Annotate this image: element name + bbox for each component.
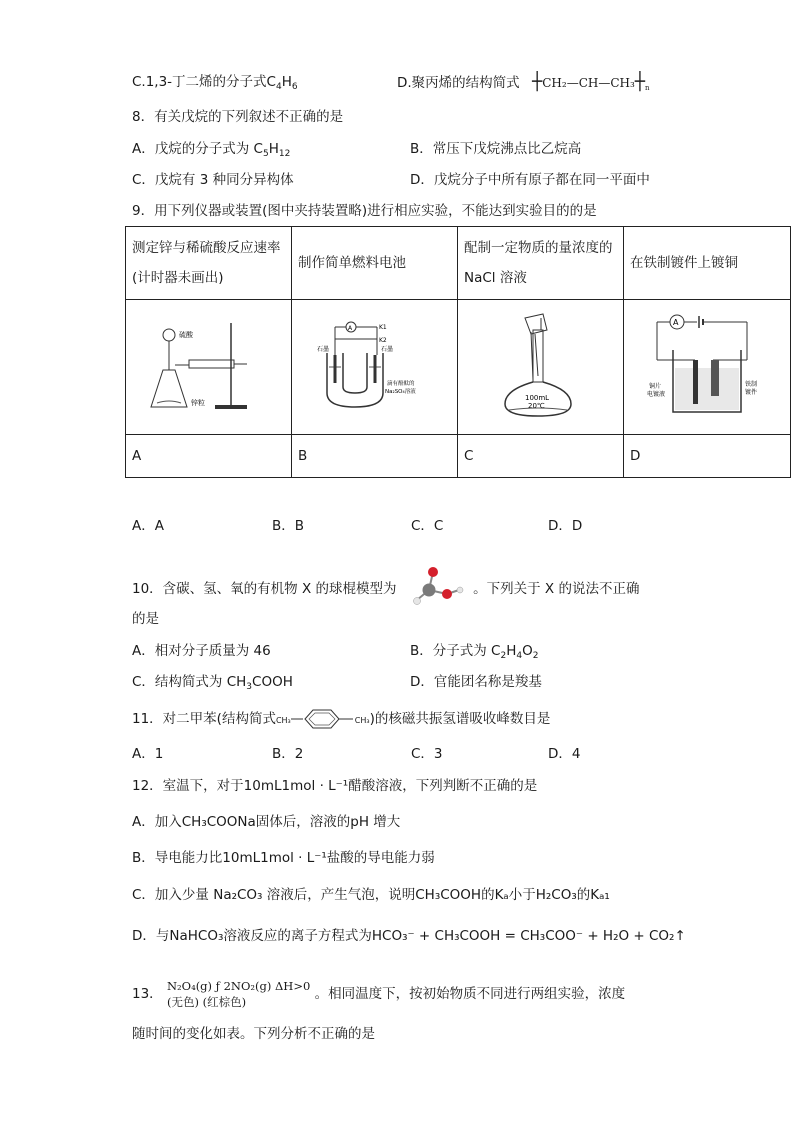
q8-option-a: A．戊烷的分子式为 $C_5H_{12}$ [132,141,291,159]
q9-option-a: A．A [132,518,164,534]
svg-text:100mL: 100mL [524,394,549,402]
svg-text:20℃: 20℃ [527,402,545,410]
svg-text:石墨: 石墨 [316,346,329,353]
figure-a-cell [126,300,292,435]
q10-stem-continued: 的是 [132,611,159,627]
q11-option-d: D．4 [548,746,581,762]
svg-text:铜片: 铜片 [649,383,662,390]
q12-option-a: A．加入CH₃COONa固体后，溶液的pH 增大 [132,814,401,830]
svg-text:滴有酚酞的: 滴有酚酞的 [386,381,415,387]
q11-option-b: B．2 [272,746,304,762]
table-letter-cell: A [126,435,292,478]
polypropylene-formula: $┼CH_2—CH—CH_3┼_n$ [531,72,650,92]
svg-text:电镀液: 电镀液 [647,391,666,398]
table-header-cell: 制作简单燃料电池 [292,227,458,300]
svg-text:Na₂SO₄溶液: Na₂SO₄溶液 [384,389,416,395]
q10-stem: 10．含碳、氢、氧的有机物 X 的球棍模型为 。下列关于 X 的说法不正确 [132,564,639,614]
svg-text:锌粒: 锌粒 [190,399,205,407]
fuel-cell-figure [315,315,435,415]
svg-text:A: A [347,325,352,332]
table-letter-cell: D [624,435,791,478]
q12-stem: 12．室温下，对于10mL1mol · L⁻¹醋酸溶液，下列判断不正确的是 [132,778,538,794]
svg-text:石墨: 石墨 [380,346,393,353]
q10-option-c: C．结构简式为 $CH_3COOH$ [132,674,293,692]
svg-text:铁制: 铁制 [745,381,758,388]
q11-option-a: A．1 [132,746,164,762]
q8-option-b: B．常压下戊烷沸点比乙烷高 [410,141,582,157]
reaction-rate-apparatus-figure [149,315,269,415]
q8-stem: 8．有关戊烷的下列叙述不正确的是 [132,109,344,125]
q11-option-c: C．3 [411,746,443,762]
table-header-cell: 在铁制镀件上镀铜 [624,227,791,300]
figure-d-cell [624,300,791,435]
q9-option-b: B．B [272,518,305,534]
q9-stem: 9．用下列仪器或装置(图中夹持装置略)进行相应实验，不能达到实验目的的是 [132,203,597,219]
q10-option-d: D．官能团名称是羧基 [410,674,542,690]
svg-text:K2: K2 [378,337,387,344]
ball-and-stick-model-image [403,564,467,614]
q13-stem-continued: 随时间的变化如表。下列分析不正确的是 [132,1026,375,1042]
equilibrium-equation: N₂O₄(g) ƒ 2NO₂(g) ΔH>0 (无色) (红棕色) [166,979,311,1009]
svg-text:硫酸: 硫酸 [178,331,193,339]
table-letter-cell: C [458,435,624,478]
benzene-ring-icon [291,708,355,730]
table-letter-cell: B [292,435,458,478]
q12-option-d: D．与NaHCO₃溶液反应的离子方程式为HCO₃⁻ + CH₃COOH = CH₃COO⁻ + H₂O + CO₂↑ [132,928,686,944]
svg-text:K1: K1 [378,324,387,331]
q13-stem: 13． N₂O₄(g) ƒ 2NO₂(g) ΔH>0 (无色) (红棕色) 。相同温度下，按初始物质不同进行两组实验，浓度 [132,979,626,1009]
figure-c-cell [458,300,624,435]
q9-option-d: D．D [548,518,583,534]
q8-option-d: D．戊烷分子中所有原子都在同一平面中 [410,172,650,188]
table-header-cell: 配制一定物质的量浓度的 NaCl 溶液 [458,227,624,300]
q12-option-c: C．加入少量 Na₂CO₃ 溶液后，产生气泡，说明CH₃COOH的Kₐ小于H₂CO₃的Kₐ₁ [132,887,610,903]
q9-option-c: C．C [411,518,444,534]
q12-option-b: B．导电能力比10mL1mol · L⁻¹盐酸的导电能力弱 [132,850,435,866]
table-header-cell: 测定锌与稀硫酸反应速率(计时器未画出) [126,227,292,300]
electroplating-figure [647,310,767,420]
q7-option-d: D.聚丙烯的结构简式 $┼CH_2—CH—CH_3┼_n$ [397,72,650,92]
q10-option-a: A．相对分子质量为 46 [132,643,271,659]
q11-stem: 11．对二甲苯(结构简式CH₃ CH₃)的核磁共振氢谱吸收峰数目是 [132,708,550,731]
q10-option-b: B．分子式为 $C_2H_4O_2$ [410,643,539,661]
figure-b-cell [292,300,458,435]
volumetric-flask-figure [481,310,601,420]
q8-option-c: C．戊烷有 3 种同分异构体 [132,172,294,188]
svg-text:镀件: 镀件 [745,389,758,396]
q9-experiment-table [125,226,791,478]
q7-option-c: C.1,3-丁二烯的分子式$C_4H_6$ [132,74,298,92]
svg-text:A: A [673,318,679,327]
p-xylene-structure: CH₃ [275,716,291,725]
